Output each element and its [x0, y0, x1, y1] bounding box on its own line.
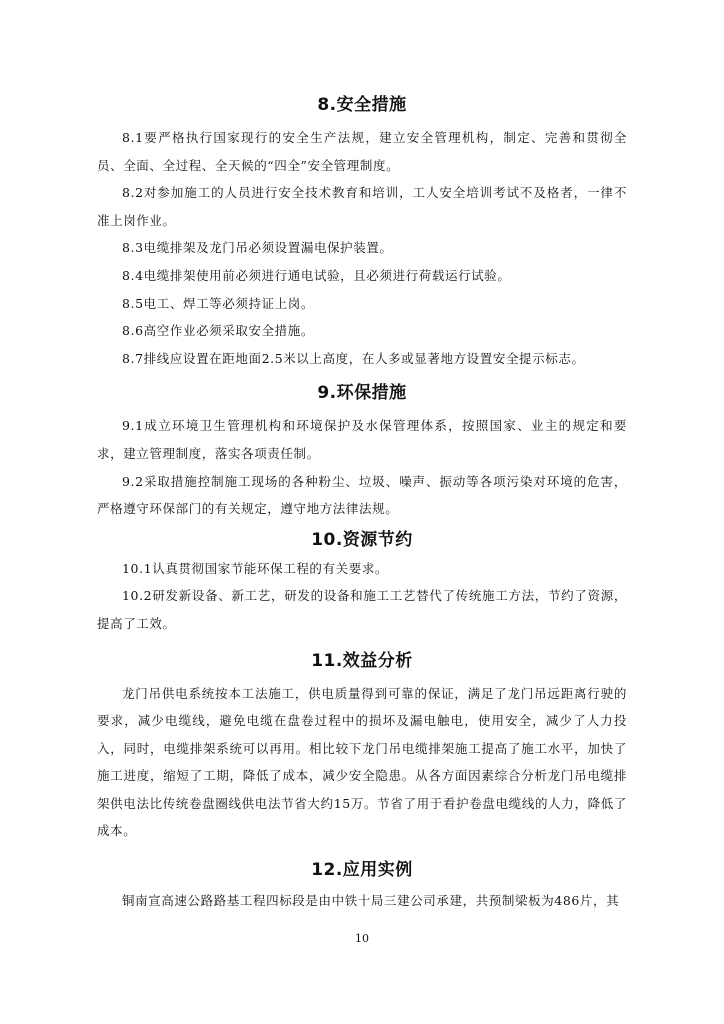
paragraph: 8.1要严格执行国家现行的安全生产法规，建立安全管理机构，制定、完善和贯彻全员、全面、全过程、全天候的“四全”安全管理制度。: [97, 130, 627, 173]
section-heading-application-example: 12.应用实例: [311, 860, 413, 881]
paragraph: 8.5电工、焊工等必须持证上岗。: [122, 295, 314, 311]
paragraph: 10.2研发新设备、新工艺，研发的设备和施工工艺替代了传统施工方法，节约了资源，提高了工效。: [97, 588, 627, 631]
paragraph: 8.2对参加施工的人员进行安全技术教育和培训，工人安全培训考试不及格者，一律不准上岗作业。: [97, 185, 627, 228]
paragraph: 9.1成立环境卫生管理机构和环境保护及水保管理体系，按照国家、业主的规定和要求，建立管理制度，落实各项责任制。: [97, 418, 627, 461]
paragraph: 8.4电缆排架使用前必须进行通电试验，且必须进行荷载运行试验。: [122, 267, 511, 283]
page-number: 10: [355, 932, 369, 945]
paragraph: 9.2采取措施控制施工现场的各种粉尘、垃圾、噪声、振动等各项污染对环境的危害，严格遵守环保部门的有关规定，遵守地方法律法规。: [97, 473, 627, 517]
paragraph: 8.6高空作业必须采取安全措施。: [122, 323, 314, 339]
section-heading-resources: 10.资源节约: [311, 529, 413, 550]
paragraph: 8.3电缆排架及龙门吊必须设置漏电保护装置。: [122, 240, 393, 256]
paragraph: 铜南宣高速公路路基工程四标段是由中铁十局三建公司承建，共预制梁板为486片，其: [122, 893, 620, 909]
paragraph: 10.1认真贯彻国家节能环保工程的有关要求。: [122, 560, 389, 576]
section-heading-benefit-analysis: 11.效益分析: [311, 650, 413, 671]
paragraph: 8.7排线应设置在距地面2.5米以上高度，在人多或显著地方设置安全提示标志。: [122, 350, 585, 366]
paragraph: 龙门吊供电系统按本工法施工，供电质量得到可靠的保证，满足了龙门吊远距离行驶的要求，减少电缆线，避免电缆在盘卷过程中的损坏及漏电触电，使用安全，减少了人力投入，同时，电缆排架系统可以再用。相比较下龙门吊电缆排架施工提高了施工水平，加快了施工进度，缩短了工期，降低了成本，减少安全隐患。从各方面因素综合分析龙门吊电缆排架供电法比传统卷盘圈线供电法节省大约15万。节省了用于看护卷盘电缆线的人力，降低了成本。: [97, 685, 627, 839]
section-heading-safety: 8.安全措施: [317, 95, 407, 115]
section-heading-environment: 9.环保措施: [317, 383, 407, 404]
document-body: [97, 92, 627, 915]
